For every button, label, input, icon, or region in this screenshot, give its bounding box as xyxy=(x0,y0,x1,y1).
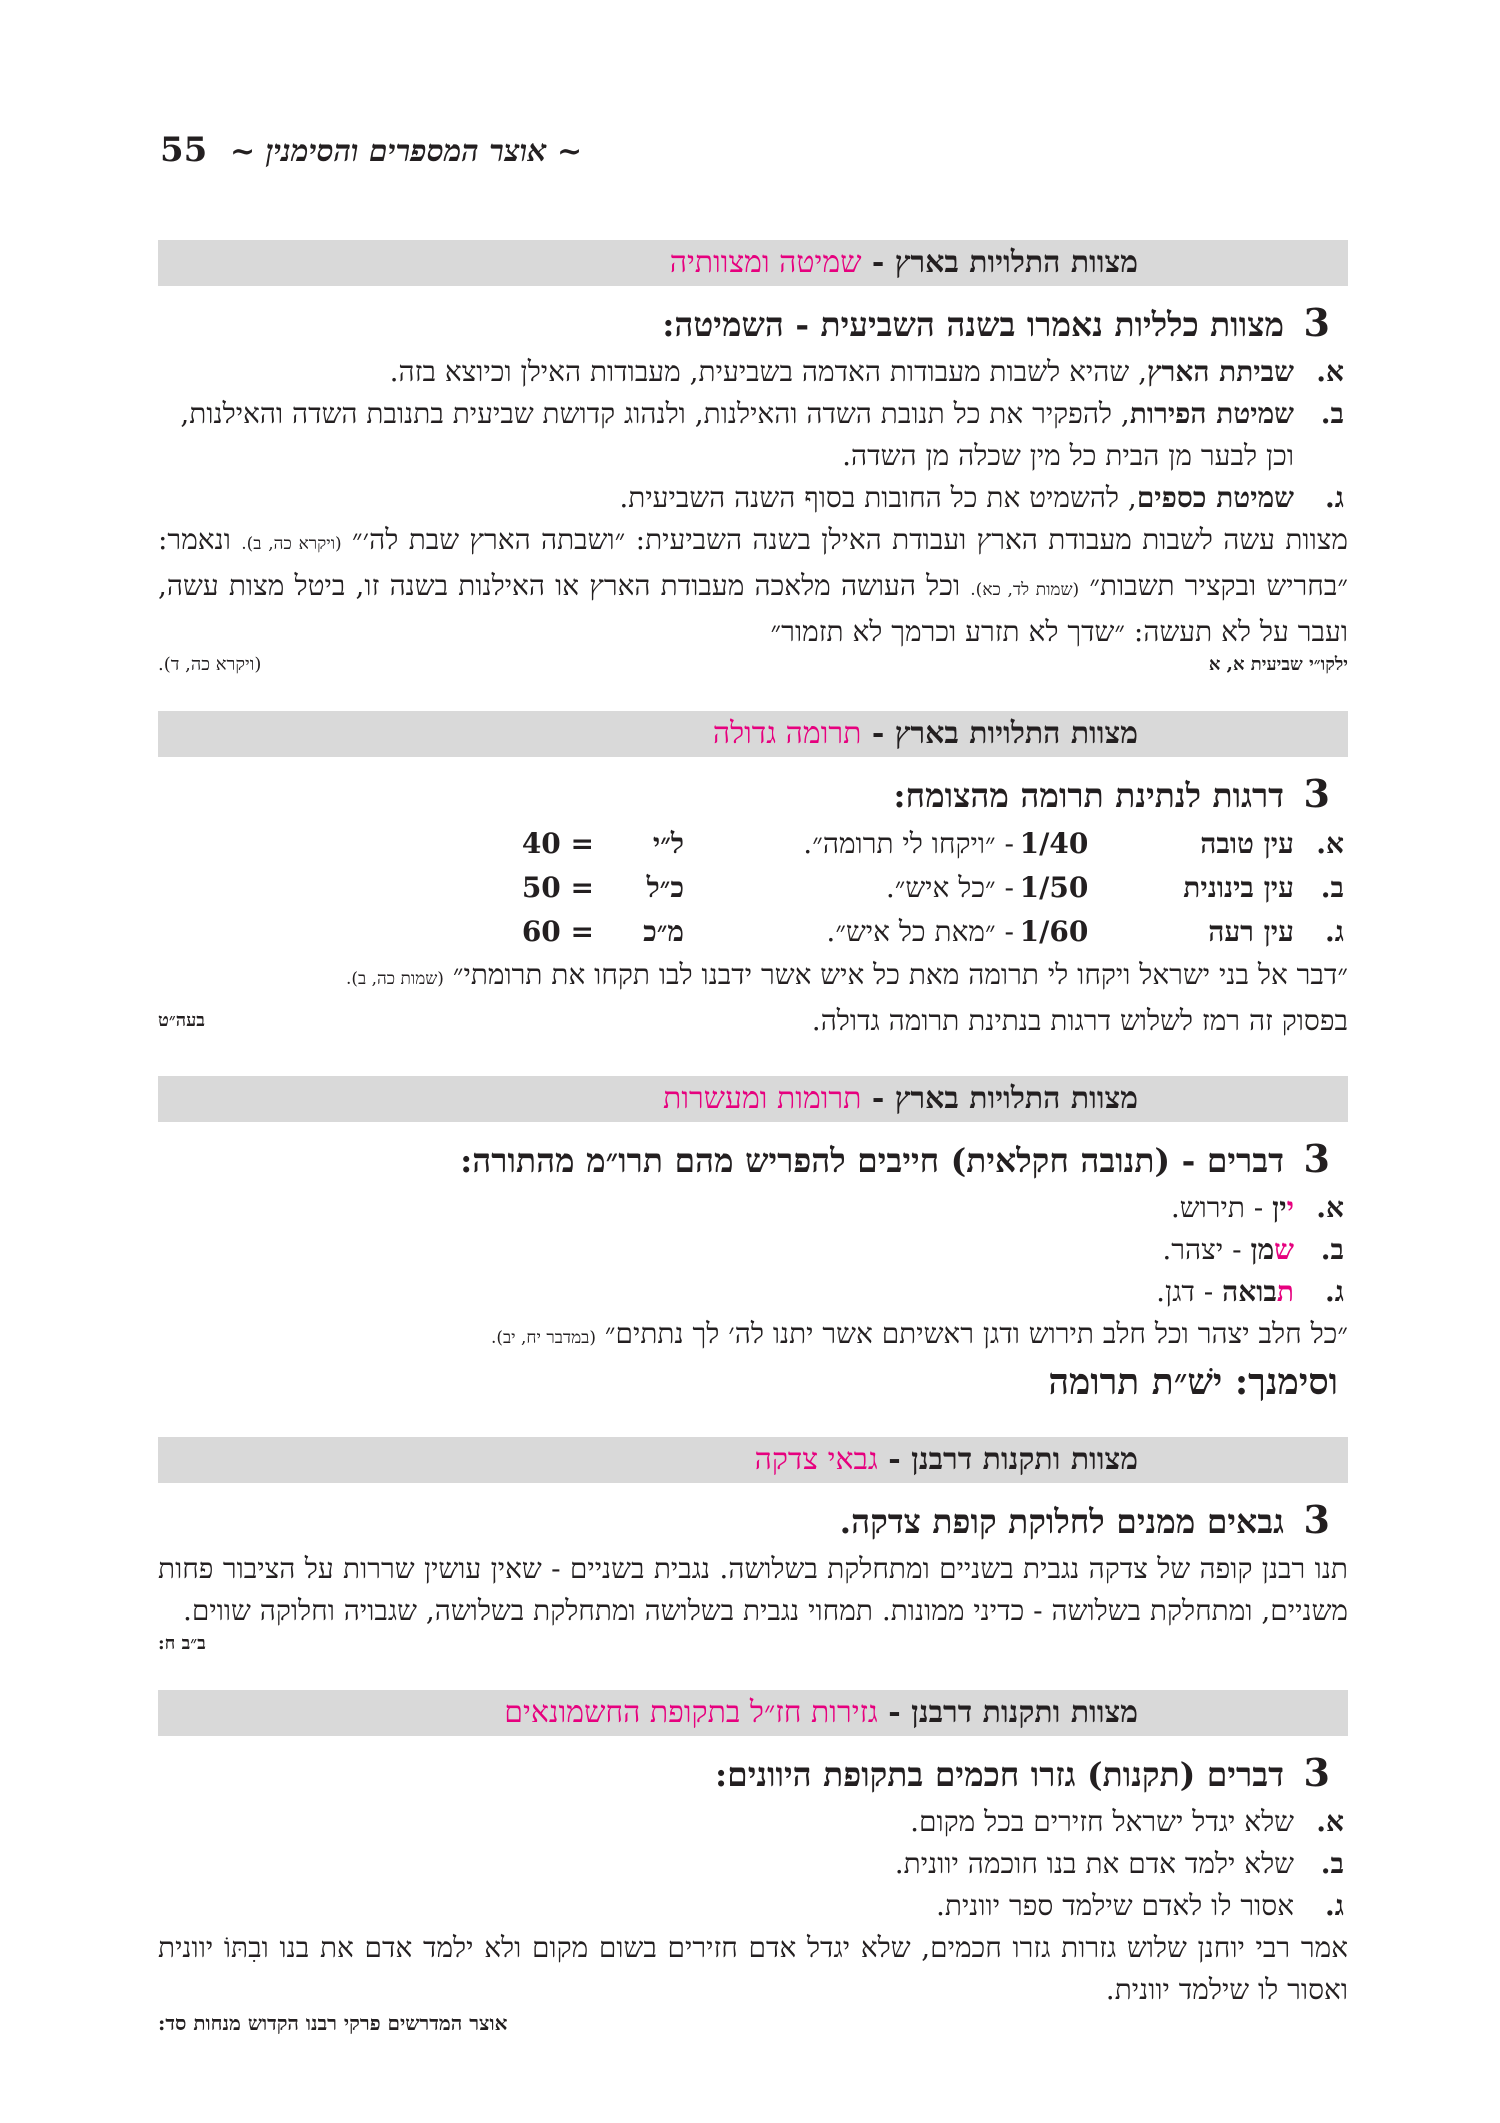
bar-main: מצוות התלויות בארץ - xyxy=(861,1081,1138,1116)
list-item xyxy=(158,477,1348,519)
list-item xyxy=(158,866,1348,910)
verse-source: (שמות כה, ב). xyxy=(345,969,444,989)
paragraph xyxy=(158,519,1348,653)
item-text: , שהיא לשבות מעבודות האדמה בשביעית, מעבודות האילן וכיוצא בזה. xyxy=(389,355,1147,388)
section-trumot-maasrot xyxy=(158,1076,1348,1403)
heading-number: 3 xyxy=(1303,1497,1330,1542)
tier-calc: 50 = xyxy=(521,871,594,904)
heading-number: 3 xyxy=(1303,300,1330,345)
bar-sub: גזירות חז״ל בתקופת החשמונאים xyxy=(504,1695,878,1730)
item-text: , להפקיר את כל תנובת השדה והאילנות, ולנהוג קדושת שביעית בתנובת השדה והאילנות, וכן לבער מן הבית כל מין שכלה מן השדה. xyxy=(180,397,1294,472)
list-item xyxy=(158,1885,1348,1927)
list-item xyxy=(158,1843,1348,1885)
verse-source: (שמות לד, כא). xyxy=(970,580,1080,600)
tier-abbr: מ״כ xyxy=(643,915,684,948)
source-left: ילקו״י שביעית א, א xyxy=(1208,654,1348,675)
item-letter: ב. xyxy=(1320,871,1344,904)
item-letter: ב. xyxy=(1320,1847,1344,1880)
tier-label: עין טובה xyxy=(1200,827,1294,860)
list-item xyxy=(158,822,1348,866)
item-text: שלא ילמד אדם את בנו חוכמה יוונית. xyxy=(894,1847,1294,1880)
section-heading xyxy=(158,1750,1348,1795)
item-bold: שביתת הארץ xyxy=(1147,355,1294,388)
tier-quote: - ״כל איש״. xyxy=(885,871,1014,904)
bar-main: מצוות התלויות בארץ - xyxy=(861,716,1138,751)
heading-number: 3 xyxy=(1303,1750,1330,1795)
heading-text: גבאים ממנים לחלוקת קופת צדקה. xyxy=(839,1502,1285,1541)
source-left: אוצר המדרשים פרקי רבנו הקדוש מנחות סד: xyxy=(158,2011,508,2035)
verse-source: (ויקרא כה, ב). xyxy=(241,534,342,554)
bar-main: מצוות ותקנות דרבנן - xyxy=(877,1695,1138,1730)
tier-calc: 60 = xyxy=(521,915,594,948)
item-letter: ב. xyxy=(1320,397,1344,430)
para-text: בפסוק זה רמז לשלוש דרגות בנתינת תרומה גדולה. xyxy=(811,1004,1348,1037)
tier-abbr: כ״ל xyxy=(646,871,684,904)
source-left: בעה״ט xyxy=(158,1010,205,1031)
list-item xyxy=(158,1801,1348,1843)
section-bar xyxy=(158,240,1348,286)
list-item xyxy=(158,1271,1348,1313)
paragraph: תנו רבנן קופה של צדקה נגבית בשניים ומתחלקת בשלושה. נגבית בשניים - שאין עושין שררות על הציבור פחות משניים, ומתחלקת בשלושה - כדיני ממונות. תמחוי נגבית בשלושה ומתחלקת בשלושה, שגבויה וחלוקה שווים. xyxy=(158,1552,1348,1627)
section-heading xyxy=(158,771,1348,816)
item-text: - דגן. xyxy=(1156,1275,1223,1308)
item-list xyxy=(158,1187,1348,1313)
list-item xyxy=(158,1187,1348,1229)
tier-list xyxy=(158,822,1348,954)
item-bold: שמיטת הפירות xyxy=(1129,397,1294,430)
section-bar xyxy=(158,1076,1348,1122)
item-letter: א. xyxy=(1316,1805,1344,1838)
heading-text: דברים (תקנות) גזרו חכמים בתקופת היוונים: xyxy=(714,1755,1285,1794)
list-item xyxy=(158,393,1348,477)
para-text: ונאמר: ״בחריש ובקציר תשבות״ xyxy=(158,523,1348,602)
page-header xyxy=(160,120,1350,180)
para-text: וכל העושה מלאכה מעבודת הארץ או האילנות בשנה זו, ביטל מצות עשה, ועבר על לא תעשה: ״שדך לא תזרע וכרמך לא תזמור״ xyxy=(158,569,1348,648)
para-text: ״דבר אל בני ישראל ויקחו לי תרומה מאת כל איש אשר ידבנו לבו תקחו את תרומתי״ xyxy=(452,958,1348,991)
section-heading xyxy=(158,300,1348,345)
source-row xyxy=(158,1000,1348,1042)
heading-text: דרגות לנתינת תרומה מהצומח: xyxy=(893,776,1285,815)
bar-sub: גבאי צדקה xyxy=(754,1442,878,1477)
paragraph xyxy=(158,954,1348,1000)
section-bar xyxy=(158,1437,1348,1483)
item-letter: ב. xyxy=(1320,1233,1344,1266)
item-letter: א. xyxy=(1316,827,1344,860)
tier-fraction: 1/40 xyxy=(1019,827,1089,860)
paragraph xyxy=(158,1313,1348,1359)
list-item xyxy=(158,351,1348,393)
item-bold: מן xyxy=(1250,1233,1275,1266)
item-initial: י xyxy=(1286,1191,1294,1224)
source-row xyxy=(158,653,1348,677)
tier-abbr: ל״י xyxy=(652,827,684,860)
para-text: ״כל חלב יצהר וכל חלב תירוש ודגן ראשיתם אשר יתנו לה׳ לך נתתים״ xyxy=(604,1317,1348,1350)
bar-sub: תרומות ומעשרות xyxy=(663,1081,862,1116)
tier-label: עין בינונית xyxy=(1183,871,1294,904)
item-text: שלא יגדל ישראל חזירים בכל מקום. xyxy=(910,1805,1294,1838)
tier-quote: - ״ויקחו לי תרומה״. xyxy=(803,827,1014,860)
section-teruma xyxy=(158,711,1348,1042)
item-letter: ג. xyxy=(1325,1889,1344,1922)
tier-quote: - ״מאת כל איש״. xyxy=(826,915,1014,948)
tier-fraction: 1/50 xyxy=(1019,871,1089,904)
section-shmita xyxy=(158,240,1348,677)
item-letter: ג. xyxy=(1325,1275,1344,1308)
heading-text: מצוות כלליות נאמרו בשנה השביעית - השמיטה: xyxy=(662,305,1285,344)
paragraph: אמר רבי יוחנן שלוש גזרות גזרו חכמים, שלא יגדל אדם חזירים בשום מקום ולא ילמד אדם את בנו ובִתּוֹ יוונית ואסור לו שילמד יוונית. xyxy=(158,1931,1348,2006)
bar-sub: תרומה גדולה xyxy=(712,716,862,751)
source-row xyxy=(158,2011,1348,2036)
heading-number: 3 xyxy=(1303,1136,1330,1181)
section-gabaei-tzedaka xyxy=(158,1437,1348,1656)
tier-calc: 40 = xyxy=(521,827,594,860)
section-heading xyxy=(158,1136,1348,1181)
source-row xyxy=(158,1632,1348,1656)
bar-sub: שמיטה ומצוותיה xyxy=(669,245,862,280)
heading-number: 3 xyxy=(1303,771,1330,816)
item-text: - תירוש. xyxy=(1170,1191,1273,1224)
item-bold: ין xyxy=(1272,1191,1287,1224)
list-item xyxy=(158,910,1348,954)
source-left: ב״ב ח: xyxy=(158,1633,206,1654)
item-text: אסור לו לאדם שילמד ספר יוונית. xyxy=(935,1889,1294,1922)
item-letter: ג. xyxy=(1325,481,1344,514)
page-number: 55 xyxy=(160,130,208,170)
item-list xyxy=(158,351,1348,519)
item-text: , להשמיט את כל החובות בסוף השנה השביעית. xyxy=(619,481,1137,514)
item-letter: א. xyxy=(1316,355,1344,388)
bar-main: מצוות ותקנות דרבנן - xyxy=(877,1442,1138,1477)
list-item xyxy=(158,1229,1348,1271)
para-text: מצוות עשה לשבות מעבודת הארץ ועבודת האילן בשנה השביעית: ״ושבתה הארץ שבת לה׳״ xyxy=(352,523,1349,556)
content xyxy=(158,240,1348,2070)
running-title: ~ אוצר המספרים והסימנין ~ xyxy=(230,134,583,169)
section-heading xyxy=(158,1497,1348,1542)
item-letter: א. xyxy=(1316,1191,1344,1224)
tier-label: עין רעה xyxy=(1208,915,1294,948)
item-initial: ת xyxy=(1276,1275,1294,1308)
section-bar xyxy=(158,711,1348,757)
item-initial: ש xyxy=(1274,1233,1294,1266)
tier-fraction: 1/60 xyxy=(1019,915,1089,948)
section-bar xyxy=(158,1690,1348,1736)
item-letter: ג. xyxy=(1325,915,1344,948)
item-bold: שמיטת כספים xyxy=(1136,481,1294,514)
mnemonic: וסימנך: ישׁ״ת תרומה xyxy=(1048,1361,1338,1403)
verse-source: (במדבר יח, יב). xyxy=(490,1328,596,1348)
item-list xyxy=(158,1801,1348,1927)
item-bold: בואה xyxy=(1222,1275,1277,1308)
section-gzeirot xyxy=(158,1690,1348,2036)
source-right: (ויקרא כה, ד). xyxy=(158,654,262,675)
bar-main: מצוות התלויות בארץ - xyxy=(861,245,1138,280)
heading-text: דברים - (תנובה חקלאית) חייבים להפריש מהם תרו״מ מהתורה: xyxy=(460,1141,1285,1180)
item-text: - יצהר. xyxy=(1162,1233,1251,1266)
